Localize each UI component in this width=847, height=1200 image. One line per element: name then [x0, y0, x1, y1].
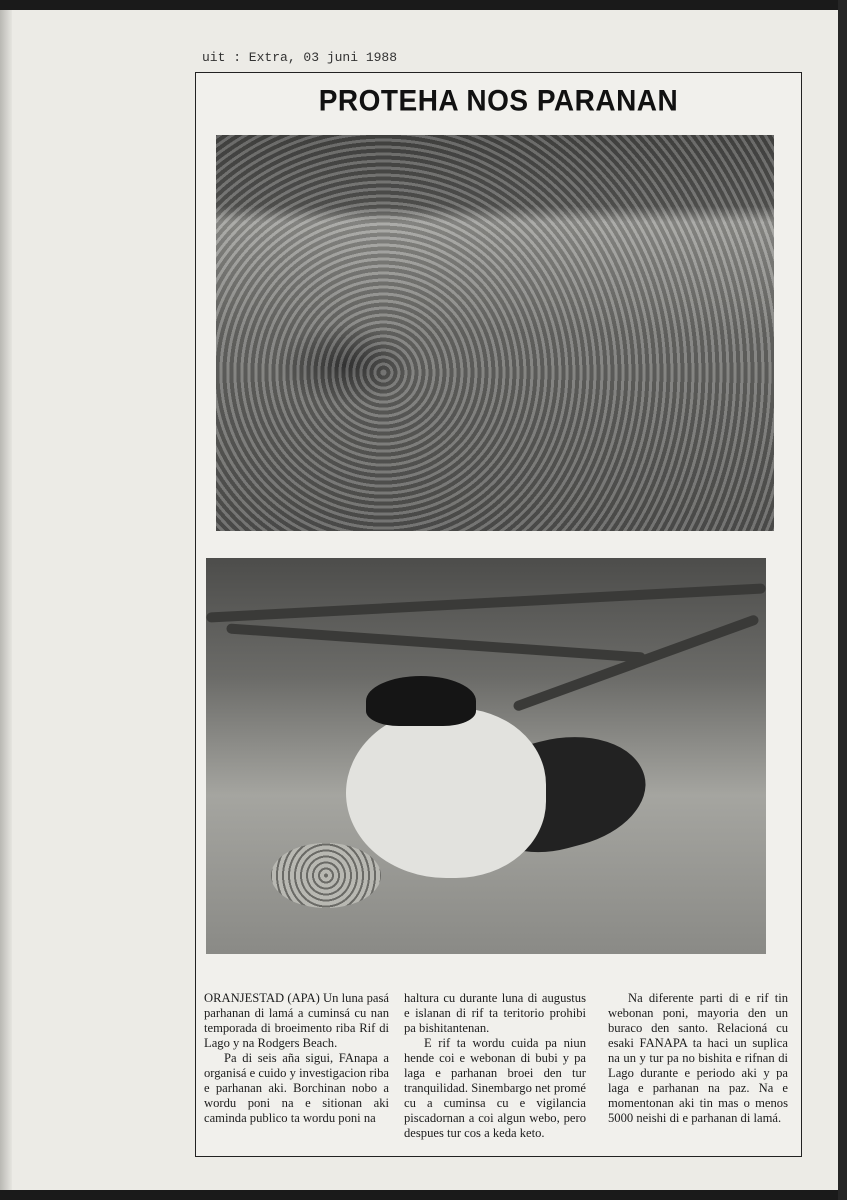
branch	[512, 614, 760, 712]
newspaper-clipping	[195, 72, 802, 1157]
branch	[226, 623, 646, 662]
paragraph: haltura cu durante luna di augustus e islanan di rif ta teritorio prohibi pa bishitantenan.	[404, 991, 586, 1035]
headline: PROTEHA NOS PARANAN	[318, 84, 679, 117]
photo-nesting-ground	[216, 135, 774, 531]
page-binding-shadow	[0, 10, 12, 1190]
article-column-2	[404, 991, 586, 1141]
bird-body	[346, 708, 546, 878]
paragraph: Na diferente parti di e rif tin webonan poni, mayoria den un buraco den santo. Relacioná cu esaki FANAPA ta haci un suplica na un y tur pa no bishita e rifnan di Lago durante e periodo aki y pa laga e parhanan na paz. Na e momentonan aki tin mas o menos 5000 neishi di e parhanan di lamá.	[608, 991, 788, 1125]
paragraph: Pa di seis aña sigui, FAnapa a organisá e cuido y investigacion riba e parhanan aki. Borchinan nobo a wordu poni na e sitionan aki caminda publico ta wordu poni na	[204, 1051, 389, 1125]
article-column-3	[608, 991, 788, 1126]
article-column-1	[204, 991, 389, 1126]
paragraph: E rif ta wordu cuida pa niun hende coi e webonan di bubi y pa laga e parhanan broei den tur tranquilidad. Sinembargo net promé cu a cuminsa cu e vigilancia piscadornan a coi algun webo, pero despues tur cos a keda keto.	[404, 1036, 586, 1140]
bird-head	[366, 676, 476, 726]
paragraph: ORANJESTAD (APA) Un luna pasá parhanan di lamá a cuminsá cu nan temporada di broeimento riba Rif di Lago y na Rodgers Beach.	[204, 991, 389, 1050]
branch	[206, 583, 766, 622]
source-line: uit : Extra, 03 juni 1988	[202, 50, 398, 65]
scan-border	[838, 0, 847, 1200]
photo-tern-on-nest	[206, 558, 766, 954]
bird-egg	[271, 843, 381, 908]
